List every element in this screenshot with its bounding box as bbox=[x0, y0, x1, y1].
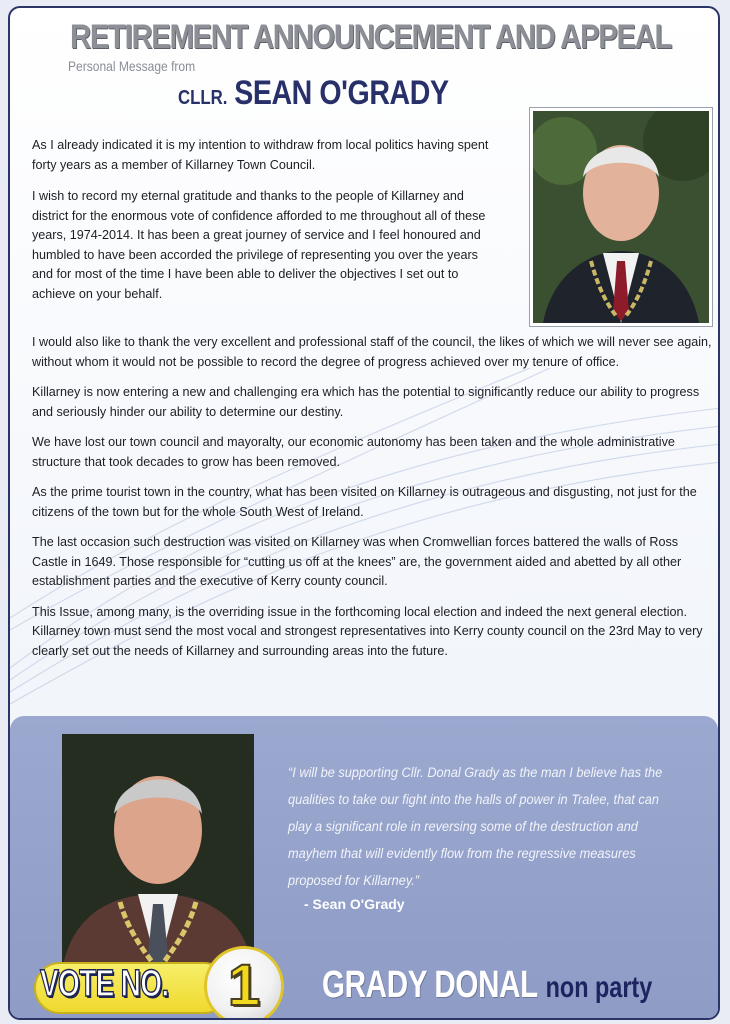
paragraph: As the prime tourist town in the country, what has been visited on Killarney is outrageous and disgusting, not just for the citizens of the town but for the whole South West of Ireland. bbox=[32, 485, 697, 519]
endorsement-quote: “I will be supporting Cllr. Donal Grady as the man I believe has the qualities to take our fight into the halls of power in Tralee, that can play a significant role in reversing some of the destruction and mayhem that will evidently flow from the regressive measures proposed for Killarney.” bbox=[288, 765, 663, 889]
party-affiliation: non party bbox=[545, 971, 653, 1004]
paragraph: I would also like to thank the very excellent and professional staff of the council, the likes of which we will never see again, without whom it would not be possible to record the degree of progress achieved over my tenure of office. bbox=[32, 335, 712, 369]
vote-label: VOTE NO. bbox=[40, 963, 169, 1005]
intro-text bbox=[32, 136, 502, 316]
paragraph: This Issue, among many, is the overriding issue in the forthcoming local election and indeed the next general election. Killarney town must send the most vocal and strongest representatives into Kerry county council on the 23rd May to very clearly set out the needs of Killarney and surrounding areas into the future. bbox=[32, 604, 703, 658]
candidate-name: GRADY DONAL bbox=[322, 964, 538, 1006]
paragraph: The last occasion such destruction was visited on Killarney was when Cromwellian forces battered the walls of Ross Castle in 1649. Those responsible for “cutting us off at the knees” are, the government aided and abetted by all other establishment parties and the executive of Kerry county council. bbox=[32, 535, 682, 588]
portrait-illustration bbox=[533, 111, 709, 323]
name-prefix: CLLR. bbox=[178, 87, 228, 109]
author-name bbox=[178, 74, 449, 113]
portrait-photo-donal-grady bbox=[62, 734, 254, 970]
quote-attribution: - Sean O'Grady bbox=[304, 896, 405, 912]
paragraph: I wish to record my eternal gratitude and thanks to the people of Killarney and district for the enormous vote of confidence afforded to me throughout all of these years, 1974-2014. It has been a great journey of service and I feel honoured and humbled to have been accorded the privilege of representing you over the years and for most of the time I have been able to deliver the objectives I set out to achieve on your behalf. bbox=[32, 189, 486, 301]
candidate-line bbox=[322, 964, 652, 1007]
headline: RETIREMENT ANNOUNCEMENT AND APPEAL bbox=[70, 18, 672, 56]
paragraph: We have lost our town council and mayoralty, our economic autonomy has been taken and the whole administrative structure that took decades to grow has been removed. bbox=[32, 435, 675, 469]
paragraph: Killarney is now entering a new and challenging era which has the potential to significantly reduce our ability to progress and seriously hinder our ability to determine our destiny. bbox=[32, 385, 700, 419]
name-text: SEAN O'GRADY bbox=[234, 74, 449, 112]
paragraph: As I already indicated it is my intention to withdraw from local politics having spent forty years as a member of Killarney Town Council. bbox=[32, 138, 489, 172]
main-text bbox=[32, 333, 712, 672]
leaflet-card bbox=[8, 6, 720, 1020]
portrait-illustration bbox=[62, 734, 254, 970]
vote-number: 1 bbox=[227, 953, 261, 1018]
subheading: Personal Message from bbox=[68, 58, 196, 74]
portrait-photo-sean-ogrady bbox=[530, 108, 712, 326]
vote-number-circle bbox=[204, 946, 284, 1020]
